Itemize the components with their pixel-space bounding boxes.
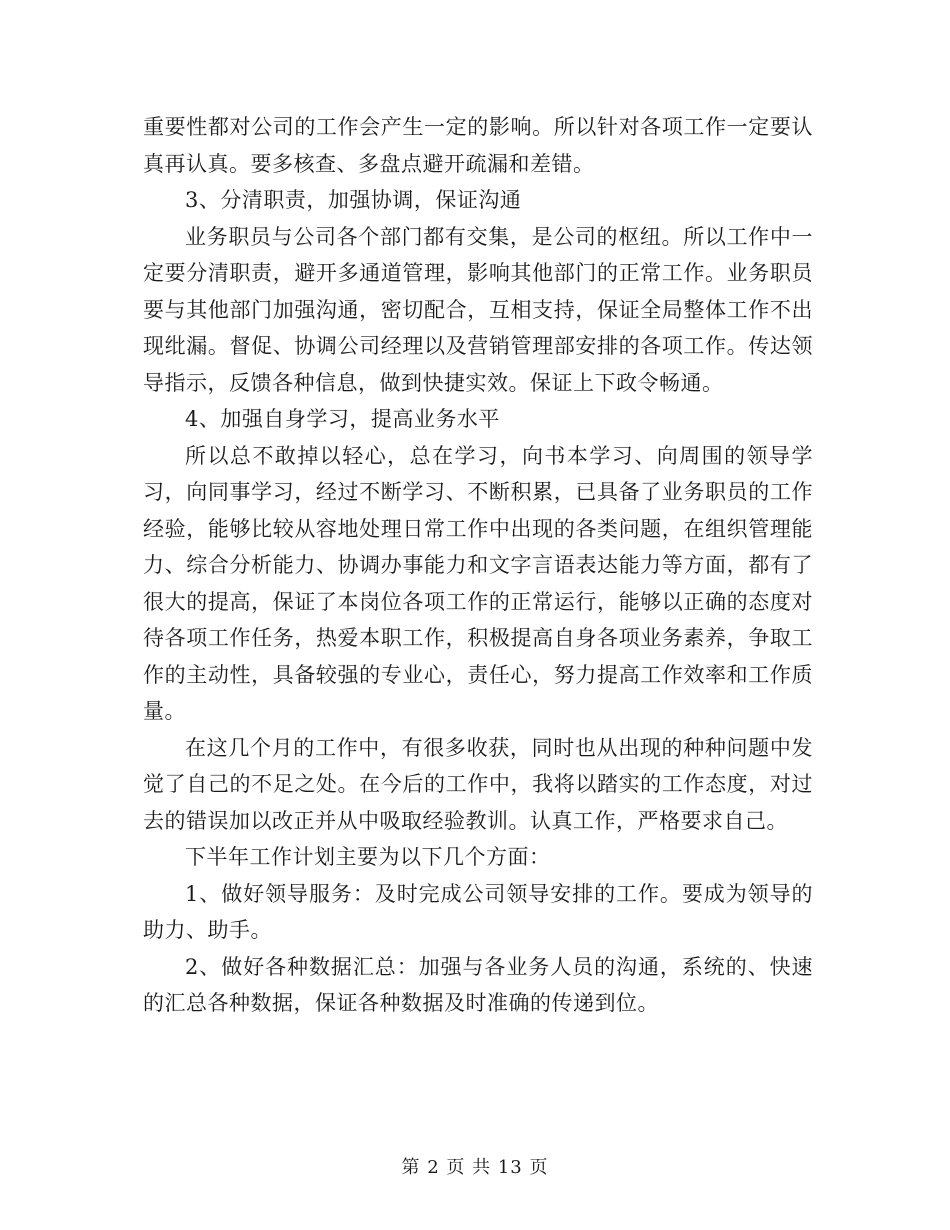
- plan-intro: 下半年工作计划主要为以下几个方面：: [185, 845, 551, 869]
- page-number-footer: 第 2 页 共 13 页: [401, 1157, 549, 1178]
- paragraph: 所以总不敢掉以轻心，总在学习，向书本学习、向周围的领导学习，向同事学习，经过不断学习、不断积累，已具备了业务职员的工作经验，能够比较从容地处理日常工作中出现的各类问题，在组织管理能力、综合分析能力、协调办事能力和文字言语表达能力等方面，都有了很大的提高，保证了本岗位各项工作的正常运行，能够以正确的态度对待各项工作任务，热爱本职工作，积极提高自身各项业务素养，争取工作的主动性，具备较强的专业心，责任心，努力提高工作效率和工作质量。: [143, 443, 813, 723]
- paragraph: 在这几个月的工作中，有很多收获，同时也从出现的种种问题中发觉了自己的不足之处。在今后的工作中，我将以踏实的工作态度，对过去的错误加以改正并从中吸取经验教训。认真工作，严格要求自己。: [143, 735, 813, 833]
- paragraph: 重要性都对公司的工作会产生一定的影响。所以针对各项工作一定要认真再认真。要多核查、多盘点避开疏漏和差错。: [143, 115, 813, 176]
- plan-item: 2、做好各种数据汇总：加强与各业务人员的沟通，系统的、快速的汇总各种数据，保证各种数据及时准确的传递到位。: [143, 954, 813, 1015]
- paragraph: 业务职员与公司各个部门都有交集，是公司的枢纽。所以工作中一定要分清职责，避开多通道管理，影响其他部门的正常工作。业务职员要与其他部门加强沟通，密切配合，互相支持，保证全局整体工作不出现纰漏。督促、协调公司经理以及营销管理部安排的各项工作。传达领导指示，反馈各种信息，做到快捷实效。保证上下政令畅通。: [143, 224, 813, 395]
- document-body: [143, 109, 813, 1022]
- plan-item: 1、做好领导服务：及时完成公司领导安排的工作。要成为领导的助力、助手。: [143, 881, 813, 942]
- section-heading: 3、分清职责，加强协调，保证沟通: [185, 188, 522, 212]
- section-heading: 4、加强自身学习，提高业务水平: [185, 407, 500, 431]
